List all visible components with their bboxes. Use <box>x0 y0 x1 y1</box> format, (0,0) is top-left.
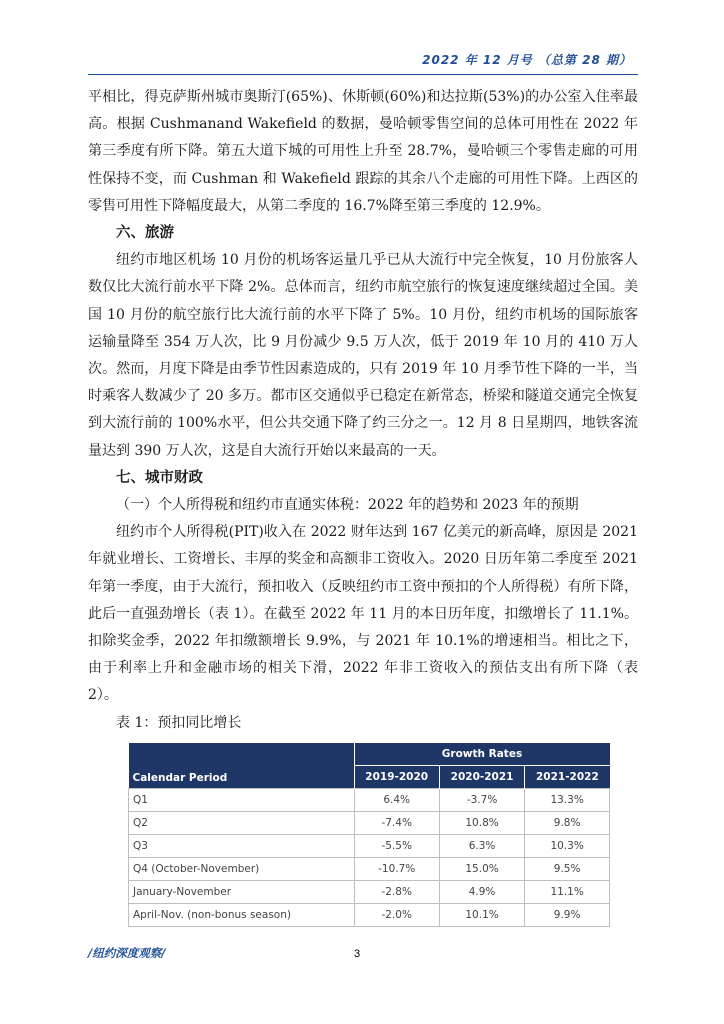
value-cell: 11.1% <box>525 880 610 903</box>
value-cell: 10.8% <box>439 811 524 834</box>
year-header: 2021-2022 <box>525 765 610 788</box>
paragraph-pit: 纽约市个人所得税(PIT)收入在 2022 财年达到 167 亿美元的新高峰，原因是 2021 年就业增长、工资增长、丰厚的奖金和高额非工资收入。2020 日历年第二季度至 2021 年第一季度，由于大流行，预扣收入（反映纽约市工资中预扣的个人所得税）有所下降，此后一直强劲增长（表 1）。在截至 2022 年 11 月的本日历年度，扣缴增长了 11.1%。扣除奖金季，2022 年扣缴额增长 9.9%，与 2021 年 10.1%的增速相当。相比之下，由于利率上升和金融市场的相关下滑，2022 年非工资收入的预估支出有所下降（表 2）。 <box>88 524 638 704</box>
value-cell: -10.7% <box>354 857 439 880</box>
value-cell: -2.8% <box>354 880 439 903</box>
paragraph-tourism: 纽约市地区机场 10 月份的机场客运量几乎已从大流行中完全恢复，10 月份旅客人数仅比大流行前水平下降 2%。总体而言，纽约市航空旅行的恢复速度继续超过全国。美国 10 月份的航空旅行比大流行前的水平下降了 5%。10 月份，纽约市机场的国际旅客运输量降至 354 万人次，比 9 月份减少 9.5 万人次，低于 2019 年 10 月的 410 万人次。然而，月度下降是由季节性因素造成的，只有 2019 年 10 月季节性下降的一半，当时乘客人数减少了 20 多万。都市区交通似乎已稳定在新常态，桥梁和隧道交通完全恢复到大流行前的 100%水平，但公共交通下降了约三分之一。12 月 8 日星期四，地铁客流量达到 390 万人次，这是自大流行开始以来最高的一天。 <box>88 252 638 459</box>
value-cell: -3.7% <box>439 788 524 811</box>
growth-rates-header: Growth Rates <box>354 743 610 766</box>
value-cell: -7.4% <box>354 811 439 834</box>
value-cell: 10.3% <box>525 834 610 857</box>
value-cell: -2.0% <box>354 903 439 926</box>
page-number: 3 <box>354 948 361 960</box>
value-cell: 6.4% <box>354 788 439 811</box>
period-cell: April-Nov. (non-bonus season) <box>129 903 355 926</box>
section-heading-tourism: 六、旅游 <box>116 225 174 242</box>
section-heading-city-finance: 七、城市财政 <box>116 469 203 486</box>
period-column-header: Calendar Period <box>129 743 355 789</box>
table-row <box>129 834 610 857</box>
value-cell: 13.3% <box>525 788 610 811</box>
value-cell: 4.9% <box>439 880 524 903</box>
table-row <box>129 788 610 811</box>
year-header: 2019-2020 <box>354 765 439 788</box>
period-cell: Q1 <box>129 788 355 811</box>
value-cell: 15.0% <box>439 857 524 880</box>
period-cell: January-November <box>129 880 355 903</box>
table-row <box>129 857 610 880</box>
document-body <box>88 84 638 927</box>
period-cell: Q3 <box>129 834 355 857</box>
publication-footer: /纽约深度观察/ <box>88 946 166 960</box>
withholding-growth-table <box>128 743 610 927</box>
table-row <box>129 903 610 926</box>
issue-header: 2022 年 12 月号 （总第 28 期） <box>422 53 632 67</box>
value-cell: 9.9% <box>525 903 610 926</box>
value-cell: 6.3% <box>439 834 524 857</box>
table-row <box>129 880 610 903</box>
paragraph-office-retail: 平相比，得克萨斯州城市奥斯汀(65%)、休斯顿(60%)和达拉斯(53%)的办公室入住率最高。根据 Cushmanand Wakefield 的数据，曼哈顿零售空间的总体可用性在 2022 年第三季度有所下降。第五大道下城的可用性上升至 28.7%，曼哈顿三个零售走廊的可用性保持不变，而 Cushman 和 Wakefield 跟踪的其余八个走廊的可用性下降。上西区的零售可用性下降幅度最大，从第二季度的 16.7%降至第三季度的 12.9%。 <box>88 89 638 214</box>
year-header: 2020-2021 <box>439 765 524 788</box>
header-divider <box>88 74 638 75</box>
value-cell: 9.8% <box>525 811 610 834</box>
value-cell: 10.1% <box>439 903 524 926</box>
table-caption: 表 1：预扣同比增长 <box>116 714 242 731</box>
subsection-heading-pit: （一）个人所得税和纽约市直通实体税：2022 年的趋势和 2023 年的预期 <box>116 497 579 514</box>
value-cell: 9.5% <box>525 857 610 880</box>
value-cell: -5.5% <box>354 834 439 857</box>
table-row <box>129 811 610 834</box>
period-cell: Q2 <box>129 811 355 834</box>
period-cell: Q4 (October-November) <box>129 857 355 880</box>
